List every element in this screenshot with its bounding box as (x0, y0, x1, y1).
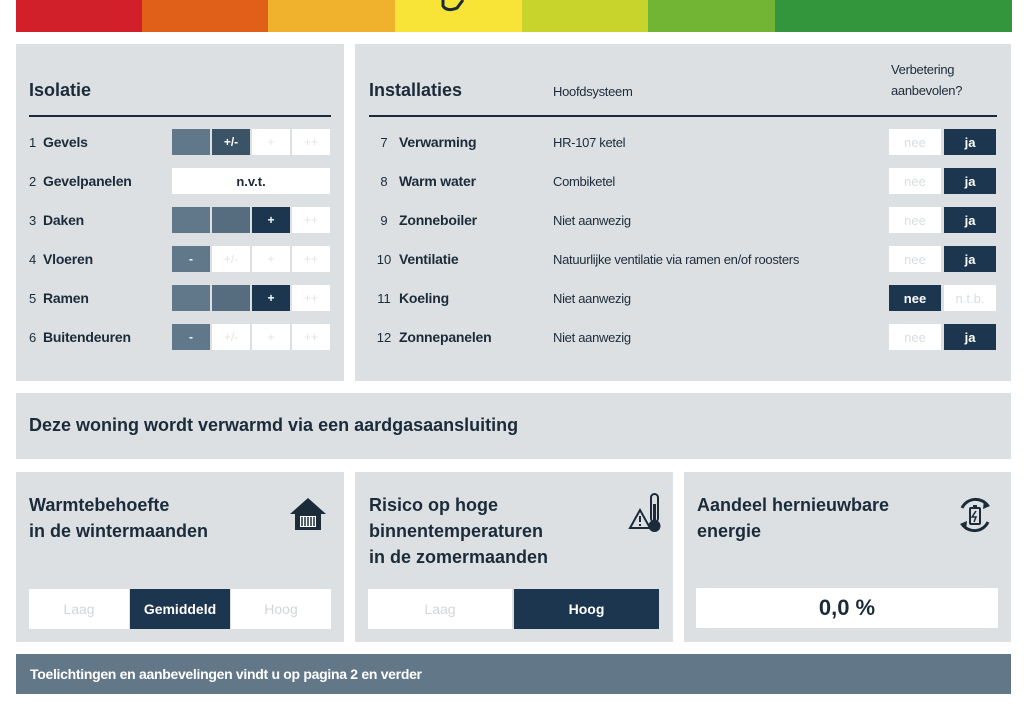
row-number: 12 (376, 329, 392, 345)
renewable-energy-icon (954, 494, 996, 536)
heating-banner (16, 393, 1011, 459)
hernieuwbare-value-box (696, 588, 998, 628)
isolatie-row-ramen (29, 285, 331, 311)
risico-panel (355, 472, 673, 642)
recommend-no: nee (889, 285, 941, 311)
recommend-no: nee (889, 246, 941, 272)
hernieuwbare-title-line2: energie (697, 521, 762, 541)
row-system: HR-107 ketel (553, 134, 626, 150)
current-class-marker (395, 0, 522, 32)
rating-scale (172, 285, 332, 311)
row-number: 7 (380, 134, 388, 150)
rating-seg-min (172, 207, 210, 233)
option-gemiddeld: Gemiddeld (130, 589, 230, 629)
isolatie-title: Isolatie (29, 80, 92, 100)
rating-scale (172, 324, 332, 350)
rating-scale (172, 168, 332, 194)
row-system: Niet aanwezig (553, 212, 631, 228)
installatie-row-koeling (369, 285, 997, 311)
row-number: 8 (380, 173, 388, 189)
row-number: 2 (29, 173, 37, 189)
rating-seg-min (172, 129, 210, 155)
recommend-no: nee (889, 207, 941, 233)
installaties-title: Installaties (369, 80, 463, 100)
row-label: Daken (43, 212, 85, 228)
hernieuwbare-title-line1: Aandeel hernieuwbare (697, 495, 890, 515)
rating-seg-plusplus: ++ (292, 207, 330, 233)
row-number: 4 (29, 251, 37, 267)
row-system: Combiketel (553, 173, 616, 189)
option-laag: Laag (368, 589, 512, 629)
recommend-yes: ja (944, 207, 996, 233)
rating-seg-plusplus: ++ (292, 285, 330, 311)
row-label: Warm water (399, 173, 476, 189)
warmtebehoefte-scale (29, 589, 331, 629)
isolatie-row-vloeren (29, 246, 331, 272)
row-label: Ramen (43, 290, 89, 306)
recommend-ntb: n.t.b. (944, 285, 996, 311)
option-hoog: Hoog (514, 589, 659, 629)
hoofdsysteem-header: Hoofdsysteem (553, 84, 633, 99)
rating-seg-plusplus: ++ (292, 129, 330, 155)
footer-bar (16, 654, 1011, 694)
isolatie-row-buitendeuren (29, 324, 331, 350)
heating-banner-text: Deze woning wordt verwarmd via een aardgasaansluiting (29, 415, 519, 435)
row-system: Natuurlijke ventilatie via ramen en/of roosters (553, 251, 800, 267)
recommend-yes: ja (944, 129, 996, 155)
row-system: Niet aanwezig (553, 329, 631, 345)
energy-label-strip (16, 0, 1012, 32)
risico-title-line3: in de zomermaanden (369, 547, 549, 567)
row-number: 9 (380, 212, 388, 228)
energy-class-e (268, 0, 395, 32)
rating-seg-plusplus: ++ (292, 324, 330, 350)
installaties-divider (369, 115, 997, 117)
recommend-no: nee (889, 129, 941, 155)
energy-class-c (522, 0, 648, 32)
row-label: Koeling (399, 290, 449, 306)
isolatie-row-daken (29, 207, 331, 233)
rating-scale (172, 129, 332, 155)
warmtebehoefte-title-line2: in de wintermaanden (29, 521, 209, 541)
row-label: Ventilatie (399, 251, 459, 267)
row-number: 10 (376, 251, 392, 267)
thermometer-warning-icon (627, 490, 663, 536)
risico-title-line1: Risico op hoge (369, 495, 499, 515)
row-label: Verwarming (399, 134, 477, 150)
option-laag: Laag (29, 589, 129, 629)
isolatie-panel (16, 44, 344, 381)
energy-class-d (395, 0, 522, 32)
warmtebehoefte-panel (16, 472, 344, 642)
recommend-yes: ja (944, 246, 996, 272)
recommend-no: nee (889, 324, 941, 350)
row-number: 5 (29, 290, 37, 306)
rating-seg-min: - (172, 324, 210, 350)
rating-seg-plusmin: +/- (212, 129, 250, 155)
risico-title-line2: binnentemperaturen (369, 521, 544, 541)
rating-seg-min (172, 285, 210, 311)
rating-seg-plus: + (252, 207, 290, 233)
option-hoog: Hoog (231, 589, 331, 629)
house-heat-icon (288, 496, 328, 534)
risico-scale (368, 589, 659, 629)
installatie-row-warm-water (369, 168, 997, 194)
row-label: Gevels (43, 134, 88, 150)
recommend-yes: ja (944, 324, 996, 350)
row-label: Gevelpanelen (43, 173, 132, 189)
installatie-row-zonneboiler (369, 207, 997, 233)
installatie-row-verwarming (369, 129, 997, 155)
rating-seg-plusplus: ++ (292, 246, 330, 272)
row-label: Zonneboiler (399, 212, 477, 228)
rating-seg-plus: + (252, 246, 290, 272)
warmtebehoefte-title-line1: Warmtebehoefte (29, 495, 170, 515)
recommend-no: nee (889, 168, 941, 194)
row-number: 1 (29, 134, 37, 150)
isolatie-divider (29, 115, 331, 117)
rating-seg-plusmin: +/- (212, 246, 250, 272)
verbetering-header-line1: Verbetering (891, 62, 955, 77)
hernieuwbare-value: 0,0 % (818, 595, 876, 620)
rating-seg-plus: + (252, 324, 290, 350)
row-system: Niet aanwezig (553, 290, 631, 306)
energy-class-g (16, 0, 142, 32)
row-label: Vloeren (43, 251, 93, 267)
hernieuwbare-panel (684, 472, 1011, 642)
verbetering-header-line2: aanbevolen? (891, 83, 963, 98)
rating-scale (172, 246, 332, 272)
row-number: 3 (29, 212, 37, 228)
installatie-row-ventilatie (369, 246, 997, 272)
isolatie-row-gevelpanelen (29, 168, 331, 194)
rating-seg-plus: + (252, 129, 290, 155)
isolatie-row-gevels (29, 129, 331, 155)
row-label: Zonnepanelen (399, 329, 492, 345)
rating-seg-plusmin: +/- (212, 324, 250, 350)
rating-nvt: n.v.t. (172, 168, 330, 194)
footer-text: Toelichtingen en aanbevelingen vindt u op pagina 2 en verder (30, 666, 422, 682)
row-label: Buitendeuren (43, 329, 131, 345)
recommend-yes: ja (944, 168, 996, 194)
rating-seg-plus: + (252, 285, 290, 311)
installaties-panel (355, 44, 1011, 381)
row-number: 6 (29, 329, 37, 345)
installatie-row-zonnepanelen (369, 324, 997, 350)
rating-seg-plusmin (212, 207, 250, 233)
rating-seg-plusmin (212, 285, 250, 311)
rating-seg-min: - (172, 246, 210, 272)
energy-class-f (142, 0, 268, 32)
row-number: 11 (377, 290, 391, 306)
rating-scale (172, 207, 332, 233)
energy-class-a (775, 0, 1012, 32)
energy-class-b (648, 0, 775, 32)
